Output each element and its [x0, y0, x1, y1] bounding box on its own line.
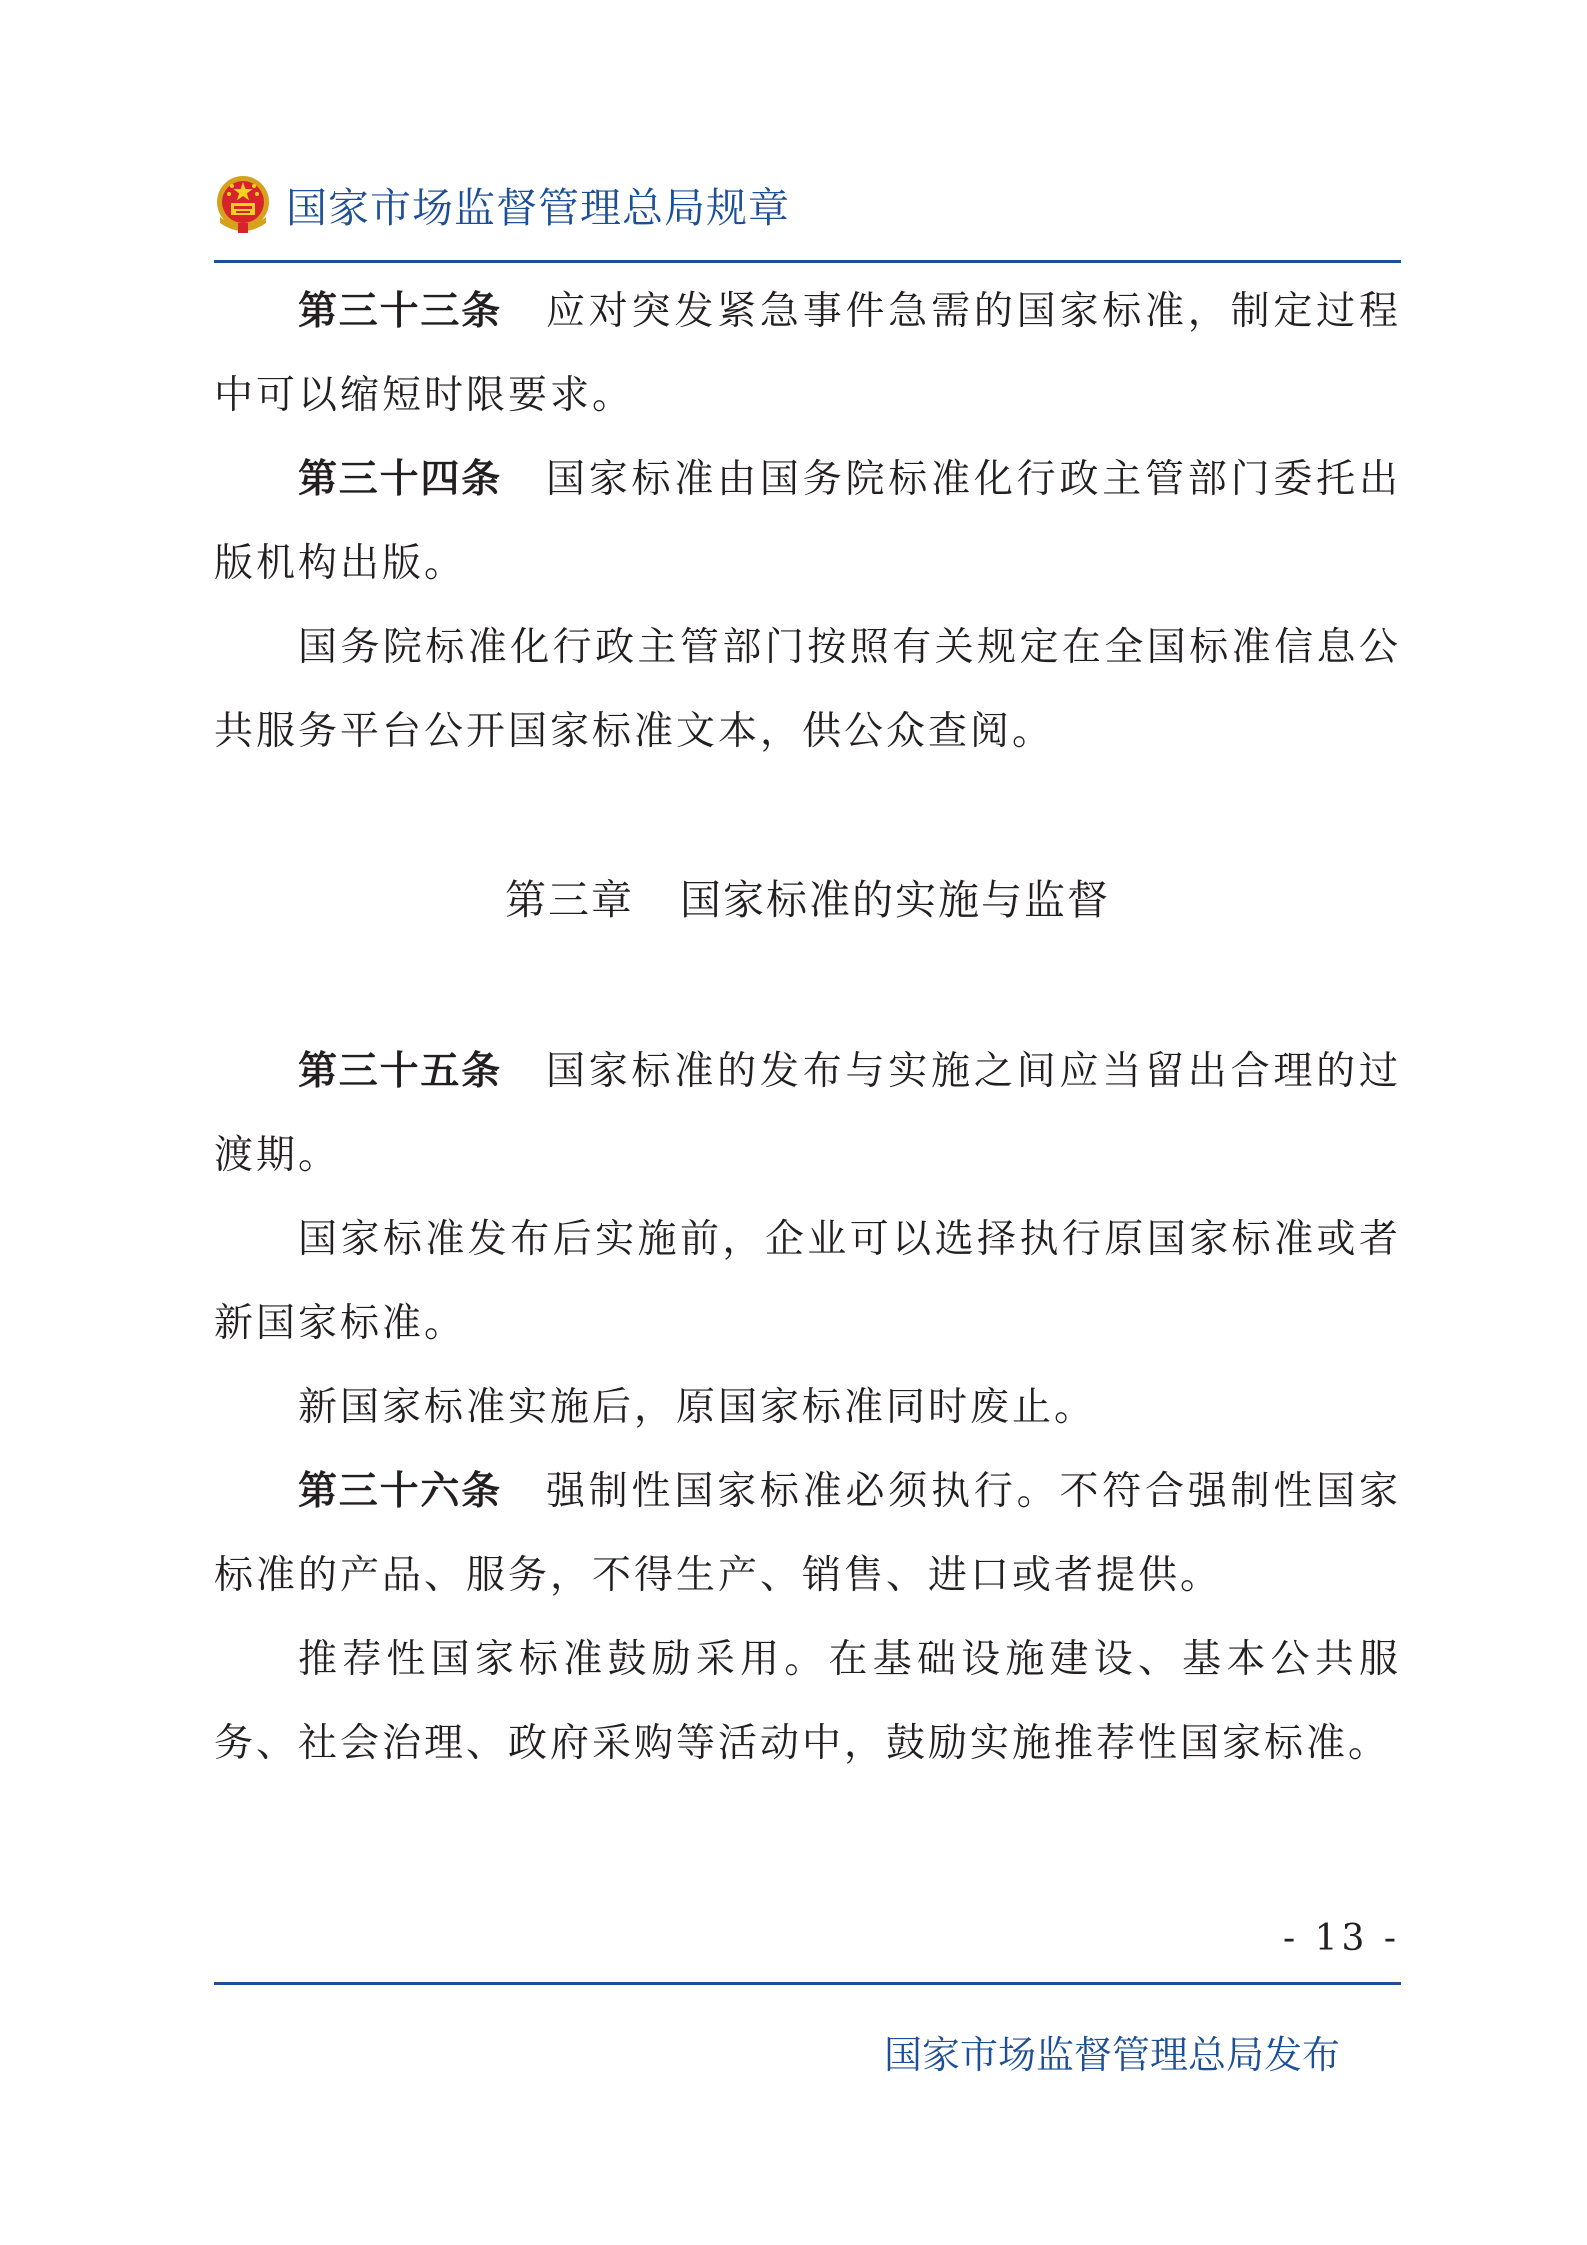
footer-publisher: 国家市场监督管理总局发布: [883, 2033, 1340, 2077]
article-33-text: 应对突发紧急事件急需的国家标准，制定过程中可以缩短时限要求。: [214, 289, 1401, 418]
article-36-paragraph-2: 推荐性国家标准鼓励采用。在基础设施建设、基本公共服务、社会治理、政府采购等活动中，鼓励实施推荐性国家标准。: [214, 1637, 1401, 1766]
page-header: [214, 168, 790, 240]
article-35: [214, 1030, 1401, 1198]
article-35-paragraph-3: 新国家标准实施后，原国家标准同时废止。: [298, 1385, 1097, 1430]
article-35-text: 国家标准的发布与实施之间应当留出合理的过渡期。: [214, 1049, 1401, 1178]
article-33: [214, 270, 1401, 438]
article-36: [214, 1450, 1401, 1618]
header-divider: [214, 260, 1401, 263]
article-36-number: 第三十六条: [298, 1469, 502, 1514]
chapter-heading: [214, 870, 1401, 930]
footer-divider: [214, 1982, 1401, 1985]
page-number: - 13 -: [1282, 1918, 1400, 1959]
article-35-paragraph-2: 国家标准发布后实施前，企业可以选择执行原国家标准或者新国家标准。: [214, 1217, 1401, 1346]
chapter-title: 国家标准的实施与监督: [680, 876, 1110, 924]
article-34-paragraph-2: 国务院标准化行政主管部门按照有关规定在全国标准信息公共服务平台公开国家标准文本，供公众查阅。: [214, 625, 1401, 754]
article-36-text: 强制性国家标准必须执行。不符合强制性国家标准的产品、服务，不得生产、销售、进口或者提供。: [214, 1469, 1401, 1598]
article-34-text: 国家标准由国务院标准化行政主管部门委托出版机构出版。: [214, 457, 1401, 586]
chapter-number: 第三章: [505, 876, 634, 924]
article-33-number: 第三十三条: [298, 289, 502, 334]
article-34: [214, 438, 1401, 606]
header-title: 国家市场监督管理总局规章: [286, 183, 790, 232]
article-35-number: 第三十五条: [298, 1049, 502, 1094]
document-body: [214, 270, 1401, 1786]
article-34-number: 第三十四条: [298, 457, 502, 502]
national-emblem-icon: [214, 173, 272, 235]
